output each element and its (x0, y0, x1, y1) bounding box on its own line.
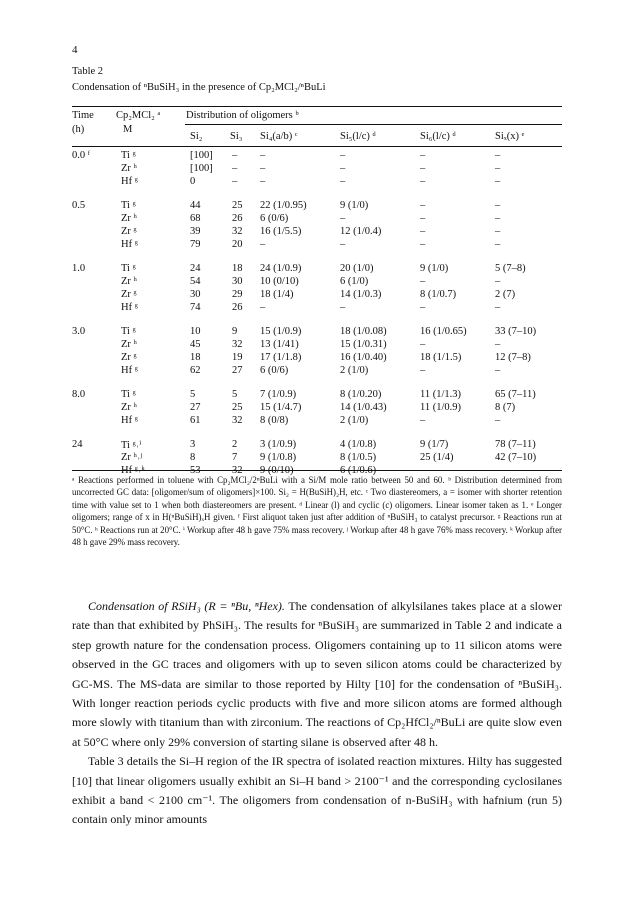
cell-six: – (495, 339, 501, 350)
cell-si6: – (420, 150, 426, 161)
cell-six: 8 (7) (495, 402, 516, 413)
cell-si5: 16 (1/0.40) (340, 352, 387, 363)
table-row (72, 176, 562, 189)
cell-si3: 26 (232, 302, 243, 313)
cell-si6: 11 (1/1.3) (420, 389, 462, 400)
cell-si6: – (420, 200, 426, 211)
body-text (72, 597, 562, 830)
cell-si5: 6 (1/0.6) (340, 465, 377, 476)
cell-si2: 18 (190, 352, 201, 363)
cell-si4: 6 (0/6) (260, 365, 289, 376)
cell-si6: – (420, 465, 426, 476)
cell-si6: 25 (1/4) (420, 452, 454, 463)
table-row (72, 402, 562, 415)
table-row (72, 352, 562, 365)
cell-si5: 8 (1/0.5) (340, 452, 377, 463)
cell-si2: [100] (190, 150, 213, 161)
cell-si3: 9 (232, 326, 238, 337)
cell-si3: 19 (232, 352, 243, 363)
cell-six: – (495, 150, 501, 161)
table-top-rule (72, 106, 562, 107)
cell-m: Ti ᵍ (121, 263, 136, 274)
cell-si3: 30 (232, 276, 243, 287)
cell-six: – (495, 415, 501, 426)
cell-si3: 25 (232, 402, 243, 413)
cell-si4: 8 (0/8) (260, 415, 289, 426)
cell-si5: 18 (1/0.08) (340, 326, 387, 337)
cell-m: Ti ᵍ (121, 150, 136, 161)
header-si6: Si₆(l/c) ᵈ (420, 131, 456, 142)
table-row (72, 365, 562, 378)
table-row (72, 389, 562, 402)
table-row (72, 163, 562, 176)
cell-si2: 10 (190, 326, 201, 337)
cell-si2: 62 (190, 365, 201, 376)
cell-si3: 5 (232, 389, 238, 400)
cell-si2: 61 (190, 415, 201, 426)
cell-si3: 18 (232, 263, 243, 274)
cell-si3: – (232, 150, 238, 161)
cell-si4: 16 (1/5.5) (260, 226, 302, 237)
cell-si5: 14 (1/0.43) (340, 402, 387, 413)
table-row (72, 226, 562, 239)
cell-si4: 15 (1/4.7) (260, 402, 302, 413)
cell-si4: – (260, 163, 266, 174)
cell-m: Zr ᵍ (121, 289, 137, 300)
cell-si3: 2 (232, 439, 238, 450)
cell-si2: 3 (190, 439, 196, 450)
table-row (72, 339, 562, 352)
table-row (72, 452, 562, 465)
cell-m: Ti ᵍ (121, 200, 136, 211)
cell-si2: 5 (190, 389, 196, 400)
cell-si4: 24 (1/0.9) (260, 263, 302, 274)
table-row (72, 213, 562, 226)
cell-si3: 32 (232, 339, 243, 350)
cell-si5: 15 (1/0.31) (340, 339, 387, 350)
cell-si6: 16 (1/0.65) (420, 326, 467, 337)
cell-si5: 6 (1/0) (340, 276, 369, 287)
cell-si3: 20 (232, 239, 243, 250)
cell-si4: – (260, 239, 266, 250)
table-row (72, 326, 562, 339)
cell-si4: – (260, 150, 266, 161)
cell-six: 33 (7–10) (495, 326, 537, 337)
table-footnotes (72, 474, 562, 548)
cell-si6: – (420, 176, 426, 187)
cell-si6: 18 (1/1.5) (420, 352, 462, 363)
paragraph-1-text: The condensation of alkylsilanes takes place at a slower rate than that exhibited by PhSiH₃. The results for ⁿBuSiH₃ are summarized in Table 2 and indicate a step growth nature for the condensation process. Oligomers containing up to 11 silicon atoms were observed in the GC traces and oligomers with up to seven silicon atoms could be characterized by GC-MS. The MS-data are similar to those reported by Hilty [10] for the condensation of ⁿBuSiH₃. With longer reaction periods cyclic products with five and more silicon atoms are formed although more slowly with titanium than with zirconium. The reactions of Cp₂HfCl₂/ⁿBuLi are quite slow even at 50°C where only 29% conversion of starting silane is observed after 48 h. (72, 599, 562, 749)
cell-m: Zr ʰ (121, 163, 137, 174)
cell-si5: 2 (1/0) (340, 365, 369, 376)
cell-six: 5 (7–8) (495, 263, 526, 274)
cell-m: Zr ʰ (121, 402, 137, 413)
cell-six: – (495, 226, 501, 237)
cell-si2: 27 (190, 402, 201, 413)
page-number: 4 (72, 44, 78, 56)
cell-si6: – (420, 339, 426, 350)
table-row (72, 415, 562, 428)
cell-si4: 15 (1/0.9) (260, 326, 302, 337)
cell-six: 12 (7–8) (495, 352, 531, 363)
cell-six: – (495, 200, 501, 211)
cell-si5: 8 (1/0.20) (340, 389, 382, 400)
cell-si4: 3 (1/0.9) (260, 439, 297, 450)
cell-si2: 79 (190, 239, 201, 250)
table-row (72, 239, 562, 252)
cell-si5: – (340, 213, 346, 224)
cell-m: Hf ᵍ (121, 302, 138, 313)
cell-si4: – (260, 176, 266, 187)
header-si3: Si₃ (230, 131, 243, 142)
cell-si5: – (340, 302, 346, 313)
cell-si5: – (340, 150, 346, 161)
cell-m: Hf ᵍ (121, 239, 138, 250)
cell-m: Hf ᵍ (121, 365, 138, 376)
cell-time: 0.0 ᶠ (72, 150, 90, 161)
cell-si3: 32 (232, 226, 243, 237)
table-row (72, 289, 562, 302)
table-caption: Condensation of ⁿBuSiH₃ in the presence of Cp₂MCl₂/ⁿBuLi (72, 82, 326, 93)
cell-m: Zr ʰ (121, 339, 137, 350)
header-si5: Si₅(l/c) ᵈ (340, 131, 376, 142)
cell-six: 2 (7) (495, 289, 516, 300)
table-row (72, 200, 562, 213)
cell-m: Hf ᵍ˒ᵏ (121, 465, 145, 476)
header-six: Siₓ(x) ᵉ (495, 131, 525, 142)
header-time-unit: (h) (72, 124, 85, 135)
header-catalyst: Cp₂MCl₂ ᵃ (116, 110, 161, 121)
cell-six: – (495, 213, 501, 224)
cell-m: Hf ᵍ (121, 415, 138, 426)
cell-si2: 54 (190, 276, 201, 287)
cell-six: – (495, 365, 501, 376)
cell-m: Hf ᵍ (121, 176, 138, 187)
cell-si3: 25 (232, 200, 243, 211)
header-si2: Si₂ (190, 131, 203, 142)
header-metal: M (123, 124, 133, 135)
cell-m: Ti ᵍ˒ⁱ (121, 440, 142, 451)
cell-si2: 8 (190, 452, 196, 463)
cell-time: 8.0 (72, 389, 86, 400)
paragraph-1 (72, 597, 562, 752)
cell-six: 65 (7–11) (495, 389, 536, 400)
cell-si3: 26 (232, 213, 243, 224)
cell-si2: 45 (190, 339, 201, 350)
cell-si4: 22 (1/0.95) (260, 200, 307, 211)
cell-six: 78 (7–11) (495, 439, 536, 450)
cell-si4: 7 (1/0.9) (260, 389, 297, 400)
cell-si6: – (420, 226, 426, 237)
table-row (72, 150, 562, 163)
cell-si4: 13 (1/41) (260, 339, 299, 350)
footnotes-text: ᵃ Reactions performed in toluene with Cp₂MCl₂/2ⁿBuLi with a Si/M mole ratio between 50 and 60. ᵇ Distribution determined from uncorrected GC data: [oligomer/sum of oligomers]×100. Si₂ = H(BuSiH)₂H, etc. ᶜ Two diastereomers, a = isomer with shorter retention time with value set to 1 when both diastereomers are present. ᵈ Linear (l) and cyclic (c) oligomers. Linear isomer taken as 1. ᵉ Longer oligomers; range of x in H(ⁿBuSiH)ₓH given. ᶠ First aliquot taken just after addition of ⁿBuSiH₃ to catalyst precursor. ᵍ Reactions run at 50°C. ʰ Reactions run at 20°C. ⁱ Workup after 48 h gave 75% mass recovery. ʲ Workup after 48 h gave 76% mass recovery. ᵏ Workup after 48 h gave 29% mass recovery. (72, 475, 562, 548)
cell-si5: 20 (1/0) (340, 263, 374, 274)
cell-six: – (495, 163, 501, 174)
table-row (72, 439, 562, 452)
cell-six: – (495, 302, 501, 313)
cell-si6: 9 (1/0) (420, 263, 449, 274)
cell-si4: 18 (1/4) (260, 289, 294, 300)
cell-six: – (495, 239, 501, 250)
cell-si5: 4 (1/0.8) (340, 439, 377, 450)
cell-si4: 17 (1/1.8) (260, 352, 302, 363)
table-row (72, 302, 562, 315)
cell-si4: 6 (0/6) (260, 213, 289, 224)
cell-si4: 9 (0/10) (260, 465, 294, 476)
table-row (72, 276, 562, 289)
header-distribution: Distribution of oligomers ᵇ (186, 110, 299, 121)
cell-m: Zr ʰ (121, 213, 137, 224)
cell-m: Zr ᵍ (121, 226, 137, 237)
cell-time: 1.0 (72, 263, 86, 274)
table-label: Table 2 (72, 66, 104, 77)
cell-m: Ti ᵍ (121, 389, 136, 400)
cell-time: 3.0 (72, 326, 86, 337)
cell-si5: 9 (1/0) (340, 200, 369, 211)
cell-si2: [100] (190, 163, 213, 174)
cell-si6: 8 (1/0.7) (420, 289, 457, 300)
table-bottom-rule (72, 470, 562, 471)
cell-si4: 10 (0/10) (260, 276, 299, 287)
cell-si3: – (232, 176, 238, 187)
cell-time: 0.5 (72, 200, 86, 211)
cell-si5: – (340, 176, 346, 187)
cell-si6: – (420, 302, 426, 313)
cell-si3: 29 (232, 289, 243, 300)
paragraph-1-heading: Condensation of RSiH₃ (R = ⁿBu, ⁿHex). (88, 599, 285, 613)
cell-si4: 9 (1/0.8) (260, 452, 297, 463)
cell-si2: 44 (190, 200, 201, 211)
cell-si2: 24 (190, 263, 201, 274)
cell-time: 24 (72, 439, 83, 450)
cell-si3: – (232, 163, 238, 174)
cell-six: – (495, 276, 501, 287)
cell-si2: 53 (190, 465, 201, 476)
header-time: Time (72, 110, 94, 121)
cell-si6: 9 (1/7) (420, 439, 449, 450)
cell-si5: 12 (1/0.4) (340, 226, 382, 237)
table-row (72, 263, 562, 276)
cell-six: 42 (7–10) (495, 452, 537, 463)
cell-si4: – (260, 302, 266, 313)
cell-si3: 27 (232, 365, 243, 376)
paragraph-2: Table 3 details the Si–H region of the IR spectra of isolated reaction mixtures. Hilty has suggested [10] that linear oligomers usually exhibit an Si–H band > 2100⁻¹ and the corresponding cyclosilanes exhibit a band < 2100 cm⁻¹. The oligomers from condensation of n-BuSiH₃ with hafnium (run 5) contain only minor amounts (72, 754, 562, 827)
header-si4: Si₄(a/b) ᶜ (260, 131, 298, 142)
cell-si6: – (420, 239, 426, 250)
cell-si6: – (420, 213, 426, 224)
cell-si3: 32 (232, 415, 243, 426)
header-bottom-rule (72, 146, 562, 147)
oligomer-table-body (72, 150, 562, 478)
cell-m: Zr ʰ (121, 276, 137, 287)
cell-si3: 7 (232, 452, 238, 463)
cell-six: – (495, 176, 501, 187)
cell-si6: – (420, 365, 426, 376)
cell-si5: 14 (1/0.3) (340, 289, 382, 300)
cell-m: Ti ᵍ (121, 326, 136, 337)
cell-si2: 39 (190, 226, 201, 237)
cell-si6: – (420, 276, 426, 287)
cell-si6: 11 (1/0.9) (420, 402, 462, 413)
header-sub-rule (185, 124, 562, 125)
cell-si2: 0 (190, 176, 196, 187)
cell-si2: 68 (190, 213, 201, 224)
cell-si2: 30 (190, 289, 201, 300)
cell-si6: – (420, 415, 426, 426)
cell-si6: – (420, 163, 426, 174)
cell-si3: 32 (232, 465, 243, 476)
cell-si5: – (340, 163, 346, 174)
cell-six: – (495, 465, 501, 476)
cell-si2: 74 (190, 302, 201, 313)
cell-si5: 2 (1/0) (340, 415, 369, 426)
cell-si5: – (340, 239, 346, 250)
cell-m: Zr ᵍ (121, 352, 137, 363)
cell-m: Zr ʰ˒ʲ (121, 452, 143, 463)
